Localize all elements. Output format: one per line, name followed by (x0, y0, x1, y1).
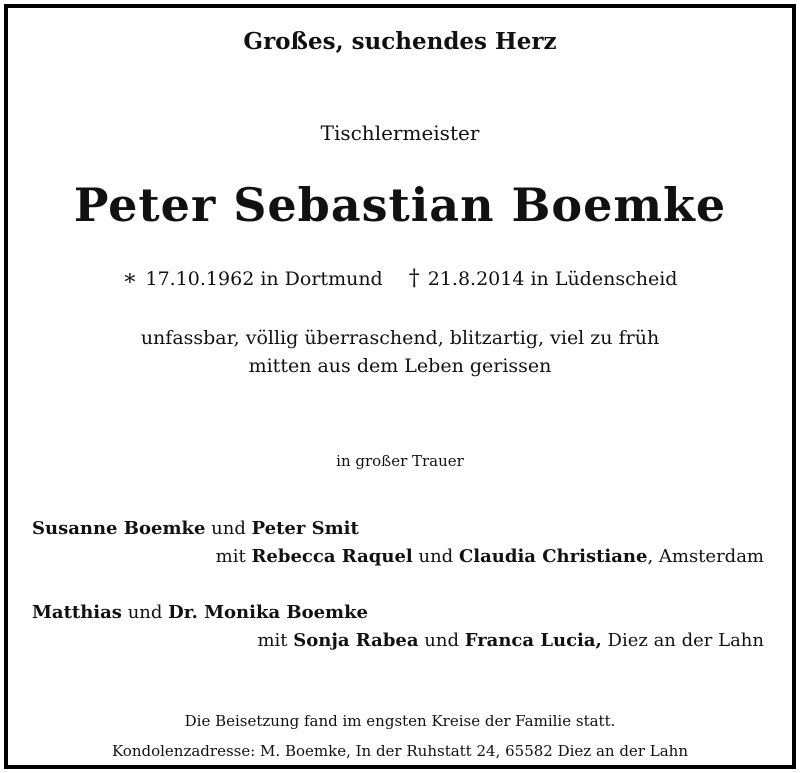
family-member: Dr. Monika Boemke (168, 602, 369, 623)
family-parents (32, 602, 368, 623)
deceased-name: Peter Sebastian Boemke (73, 178, 727, 232)
quote (8, 324, 792, 380)
family-member: Sonja Rabea (293, 630, 419, 651)
funeral-notice: Die Beisetzung fand im engsten Kreise der Familie statt. (184, 712, 616, 730)
life-dates (8, 266, 792, 291)
family-member: Franca Lucia, (464, 630, 602, 651)
conjunction: mit (215, 546, 246, 567)
family-place: Diez an der Lahn (607, 630, 764, 651)
family-member: Matthias (32, 602, 122, 623)
birth-date: 17.10.1962 in Dortmund (145, 268, 383, 290)
family-member: Rebecca Raquel (251, 546, 413, 567)
family-children (216, 546, 764, 567)
conjunction: und (418, 546, 454, 567)
profession: Tischlermeister (320, 121, 480, 145)
death-date: 21.8.2014 in Lüdenscheid (427, 268, 678, 290)
family-parents (32, 518, 359, 539)
death-cross-icon: † (408, 266, 420, 291)
family-member: Susanne Boemke (32, 518, 206, 539)
conjunction: und (424, 630, 459, 651)
condolence-address: Kondolenzadresse: M. Boemke, In der Ruhstatt 24, 65582 Diez an der Lahn (112, 742, 688, 760)
conjunction: und (211, 518, 246, 539)
obituary-frame (4, 4, 796, 769)
birth-star-icon: ∗ (122, 266, 138, 291)
family-place: , Amsterdam (647, 546, 764, 567)
conjunction: mit (257, 630, 288, 651)
quote-line: mitten aus dem Leben gerissen (248, 355, 552, 377)
mourning-text: in großer Trauer (336, 452, 464, 470)
heading: Großes, suchendes Herz (243, 28, 557, 55)
family-member: Claudia Christiane (458, 546, 648, 567)
family-children (257, 630, 764, 651)
quote-line: unfassbar, völlig überraschend, blitzartig, viel zu früh (140, 327, 660, 349)
conjunction: und (127, 602, 163, 623)
family-member: Peter Smit (251, 518, 359, 539)
